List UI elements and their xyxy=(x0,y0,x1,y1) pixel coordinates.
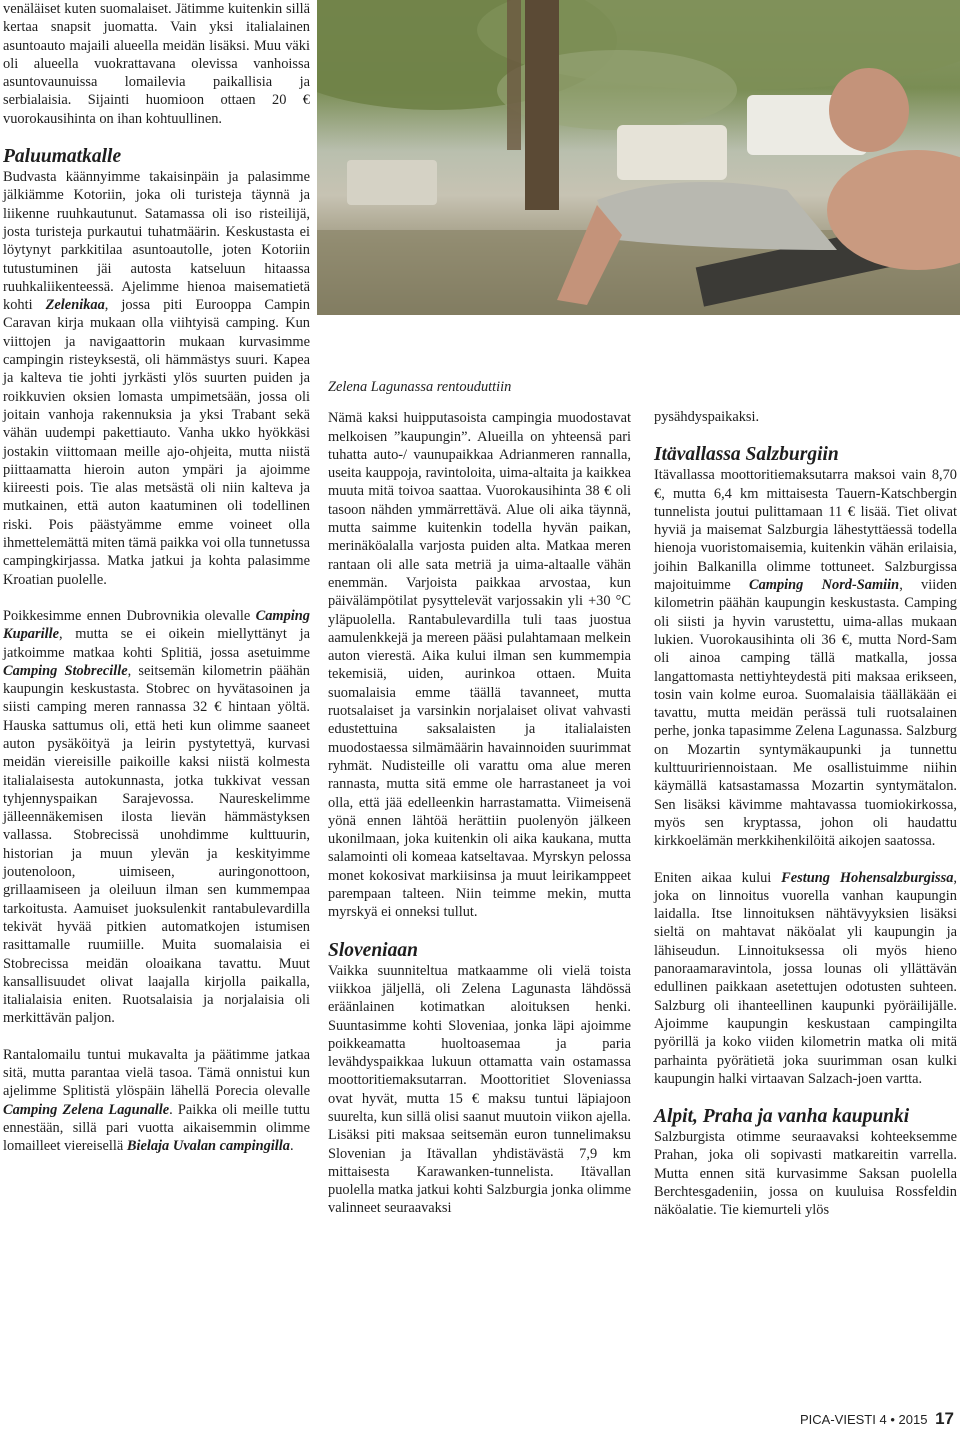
column3-lead: pysähdyspaikaksi. xyxy=(654,409,760,425)
column-3 xyxy=(654,408,957,1220)
column1-paragraph-1: Budvasta käännyimme takaisinpäin ja palasimme jälkiämme Kotoriin, joka oli turisteja täynnä ja liikenne ruuhkautunut. Satamassa oli iso risteilijä, josta turisteja purkautui tuhatmäärin. Keskustasta ei löytynyt parkkitilaa asuntoautolle, joten Kotoriin tutustuminen jäi autosta katseluun hitaassa ruuhkaliikenteessä. Ajelimme hienoa maisematietä kohti Zelenikaa, jossa piti Eurooppa Campin Caravan kirja mukaan olla viihtyisä camping. Kun viittojen ja navigaattorin mukaan kurvasimme campingin risteyksestä, oli hämmästys suuri. Kapea ja kalteva tie johti jyrkästi ylös suurten puiden ja roikkuvien oksien lomasta umpimetsään, jossa oli joitain vanhoja rakennuksia ja yksi Trabant sekä vähän uudempi pakettiauto. Vanha ukko hyökkäsi jostakin viittomaan meille ajo-ohjeita, mutta niistä piittaamatta hieroin auton ympäri ja ajoimme kiireesti pois. Tie alas metsästä oli niin kalteva ja mutkainen, että auton kaatuminen oli todellinen riski. Pois päästyämme emme voineet olla ihmettelemättä miten tämä paikka voi olla tunnetussa campingkirjassa. Matka jatkui ja kohta palasimme Kroatian puolelle. xyxy=(3,169,310,588)
column1-paragraph-3: Rantalomailu tuntui mukavalta ja päätimme jatkaa sitä, mutta parantaa vielä tasoa. Tämä onnistui kun ajelimme Splitistä ylöspäin lähellä Porecia olevalle Camping Zelena Lagunalle. Paikka oli meille tuttu ennestään, sillä pari vuotta aikaisemmin olimme lomailleet viereisellä Bielaja Uvalan campingilla. xyxy=(3,1046,310,1155)
column-2 xyxy=(328,378,631,1218)
heading-itavallassa-salzburgiin: Itävallassa Salzburgiin xyxy=(654,444,839,466)
heading-alpit-praha: Alpit, Praha ja vanha kaupunki xyxy=(654,1106,910,1128)
column1-intro: venäläiset kuten suomalaiset. Jätimme kuitenkin sillä kertaa snapsit juomatta. Vain yksi italialainen asuntoauto majaili alueella meidän lisäksi. Muu väki oli alueella vuokrattavana olevissa vanhoissa asuntovaunuissa lomailevia paikallisia ja serbialaisia. Sijainti huomioon ottaen 20 € vuorokausihinta on ihan kohtuullinen. xyxy=(3,1,310,127)
column1-paragraph-2: Poikkesimme ennen Dubrovnikia olevalle Camping Kuparille, mutta se ei oikein miellyttänyt ja jatkoimme matkaa kohti Splitiä, jossa asetuimme Camping Stobrecille, seitsemän kilometrin päähän kaupungin keskustasta. Stobrec on hyvätasoinen ja siisti camping meren rannassa 32 € hintaan yöltä. Hauska sattumus oli, että heti kun olimme saaneet auton pysäköityä ja leirin pystytettyä, kurvasi meidän viereisille paikoille kaksi niistä kolmesta italialaisesta autokunnasta, jotka tukkivat vessan tyhjennyspaikan Sarajevossa. Naureskelimme jälleennäkemisen ilosta lievän hämmästyksen vallassa. Stobrecissä unohdimme kulttuurin, historian ja muun ylevän ja keskityimme joutenoloon, uimiseen, auringonottoon, grillaamiseen ja oleiluun ilman sen kummempaa tarkoitusta. Aamuiset juoksulenkit rantabulevardilla tekivät hyvää pitkien automatkojen istumisen rasittamalle ruumiille. Muita suomalaisia ei Stobrecissa meidän oloaikana tavattu. Muut kansallisuudet olivat laajalla kirjolla paikalla, italialaisia eniten. Ruotsalaisia ja norjalaisia oli merkittävän paljon. xyxy=(3,607,310,1027)
column3-paragraph-3: Salzburgista otimme seuraavaksi kohteeksemme Prahan, joka oli sopivasti matkareitin varrella. Mutta ennen sitä kurvasimme Saksan puolella Berchtesgadeniin, jossa on kuuluisa Rossfeldin näköalatie. Tie kiemurteli ylös xyxy=(654,1129,957,1219)
page-footer xyxy=(800,1409,954,1430)
column2-paragraph-2: Vaikka suunniteltua matkaamme oli vielä toista viikkoa jäljellä, oli Zelena Lagunasta lähdössä eräänlainen kotimatkan aloituksen henki. Suuntasimme kohti Sloveniaa, jonka läpi ajoimme poikkeamatta huoltoasemaa ja paria levähdyspaikkaa lukuun ottamatta vain ostamassa moottoritiemaksutarran. Moottoritiet Sloveniassa ovat hyvät, mutta 15 € maksu tuntui läpiajoon suurelta, kun sillä olisi saanut muutoin viikon ajella. Lisäksi piti maksaa seitsemän euron tunnelimaksu Slovenian ja Itävallan yhdistävästä 7,9 km mittaisesta Karawanken-tunnelista. Itävallan puolella matka jatkui kohti Salzburgia jonka olimme valinneet seuraavaksi xyxy=(328,962,631,1217)
column2-paragraph-1: Nämä kaksi huipputasoista campingia muodostavat melkoisen ”kaupungin”. Alueilla on yhteensä pari tuhatta auto-/ vaunupaikkaa Adrianmeren rannalla, useita kauppoja, ravintoloita, uima-altaita ja kaikkea muuta mitä toivoa saattaa. Vuorokausihinta 38 € oli tasoon nähden ymmärrettävä. Alue oli aika täynnä, mutta saimme kuitenkin todella hyvän paikan, merinäköalalla varjosta puiden alta. Matkaa meren rantaan oli alle sata metriä ja uima-altaalle vähän enemmän. Varjoista paikkaa arvostaa, kun päivälämpötilat pysyttelevät varjossakin yli +30 °C yläpuolella. Rantabulevardilla tuli taas juostua aamulenkkejä ja mereen pääsi pulahtamaan melkein auton vierestä. Aika kului ilman sen kummempia tekemisiä, uiden, aurinkoa ottaen. Muita suomalaisia emme täällä tavanneet, mutta ruotsalaiset ja varsinkin norjalaiset olivat vahvasti edustettuina saksalaisten ja italialaisten muodostaessa silmämäärin havainnoiden suurimmat ryhmät. Nudisteille oli varattu oma alue meren rannasta, mutta sitä emme ole harrastaneet ja voi olla, että jää edelleenkin harrastamatta. Viimeisenä yönä ennen lähtöä herättiin puolenyön jälkeen ukonilmaan, joka kuitenkin oli aika kaukana, mutta salamointi oli komeaa katseltavaa. Myrskyn pelossa monet kokosivat markiisinsa ja muut leirikamppeet parempaan talteen. Niin teimme mekin, mutta myrskyä ei onneksi tullut. xyxy=(328,410,631,921)
column3-paragraph-2: Eniten aikaa kului Festung Hohensalzburgissa, joka on linnoitus vuorella vanhan kaupungin laidalla. Itse linnoituksen nähtävyyksien lisäksi sieltä on mahtavat näköalat yli kaupungin ja lähiseudun. Linnoituksessa oli myös hieno panoraamaravintola, jossa lounas oli yllättävän edullinen paikkaan asetettujen odotusten suhteen. Salzburg oli ihanteellinen kaupunki pyöräilijälle. Ajoimme kaupungin keskustaan campingilta pyörillä ja koko viiden kilometrin matka oli mitä parhainta pyörätietä joka suurimman osan kulki kaupungin halki virtaavan Salzach-joen vartta. xyxy=(654,869,957,1087)
article-photo xyxy=(317,0,960,315)
heading-sloveniaan: Sloveniaan xyxy=(328,939,418,961)
photo-illustration xyxy=(317,0,960,315)
issue-year: 2015 xyxy=(898,1412,928,1427)
heading-paluumatkalle: Paluumatkalle xyxy=(3,146,122,168)
issue-number: 4 xyxy=(879,1412,887,1427)
page-number: 17 xyxy=(935,1409,954,1428)
column3-paragraph-1: Itävallassa moottoritiemaksutarra maksoi vain 8,70 €, mutta 6,4 km mittaisesta Tauern-Katschbergin tunnelista joutui pulittamaan 11 € lisää. Tiet olivat hyviä ja maisemat Salzburgia lähestyttäessä todella hienoja vuoristomaisemia, kuitenkin vähän erilaisia, joihin Balkanilla olimme tottuneet. Salzburgissa majoituimme Camping Nord-Samiin, viiden kilometrin päähän kaupungin keskustasta. Camping oli siisti ja hyvin varustettu, uima-allas mukaan lukien. Vuorokausihinta oli 36 €, mutta Nord-Sam oli ainoa camping tällä matkalla, jossa langattomasta nettiyhteydestä piti maksaa erikseen, tosin vain kolme euroa. Suomalaisia täälläkään ei tavattu, mutta meidän perässä tuli ruotsalainen perhe, jonka tapasimme Zelena Lagunassa. Salzburg on Mozartin syntymäkaupunki ja tunnettu kulttuuririennoistaan. Me osallistuimme niihin käymällä katsastamassa Mozartin syntymätalon. Sen lisäksi kävimme mahtavassa tuomiokirkossa, myös sen kryptassa, johon oli haudattu kirkkoelämän merkkihenkilöitä aikojen saatossa. xyxy=(654,467,957,850)
footer-separator: • xyxy=(890,1412,895,1427)
column-1 xyxy=(3,0,310,1156)
magazine-name: PICA-VIESTI xyxy=(800,1412,876,1427)
photo-caption: Zelena Lagunassa rentouduttiin xyxy=(328,379,512,395)
